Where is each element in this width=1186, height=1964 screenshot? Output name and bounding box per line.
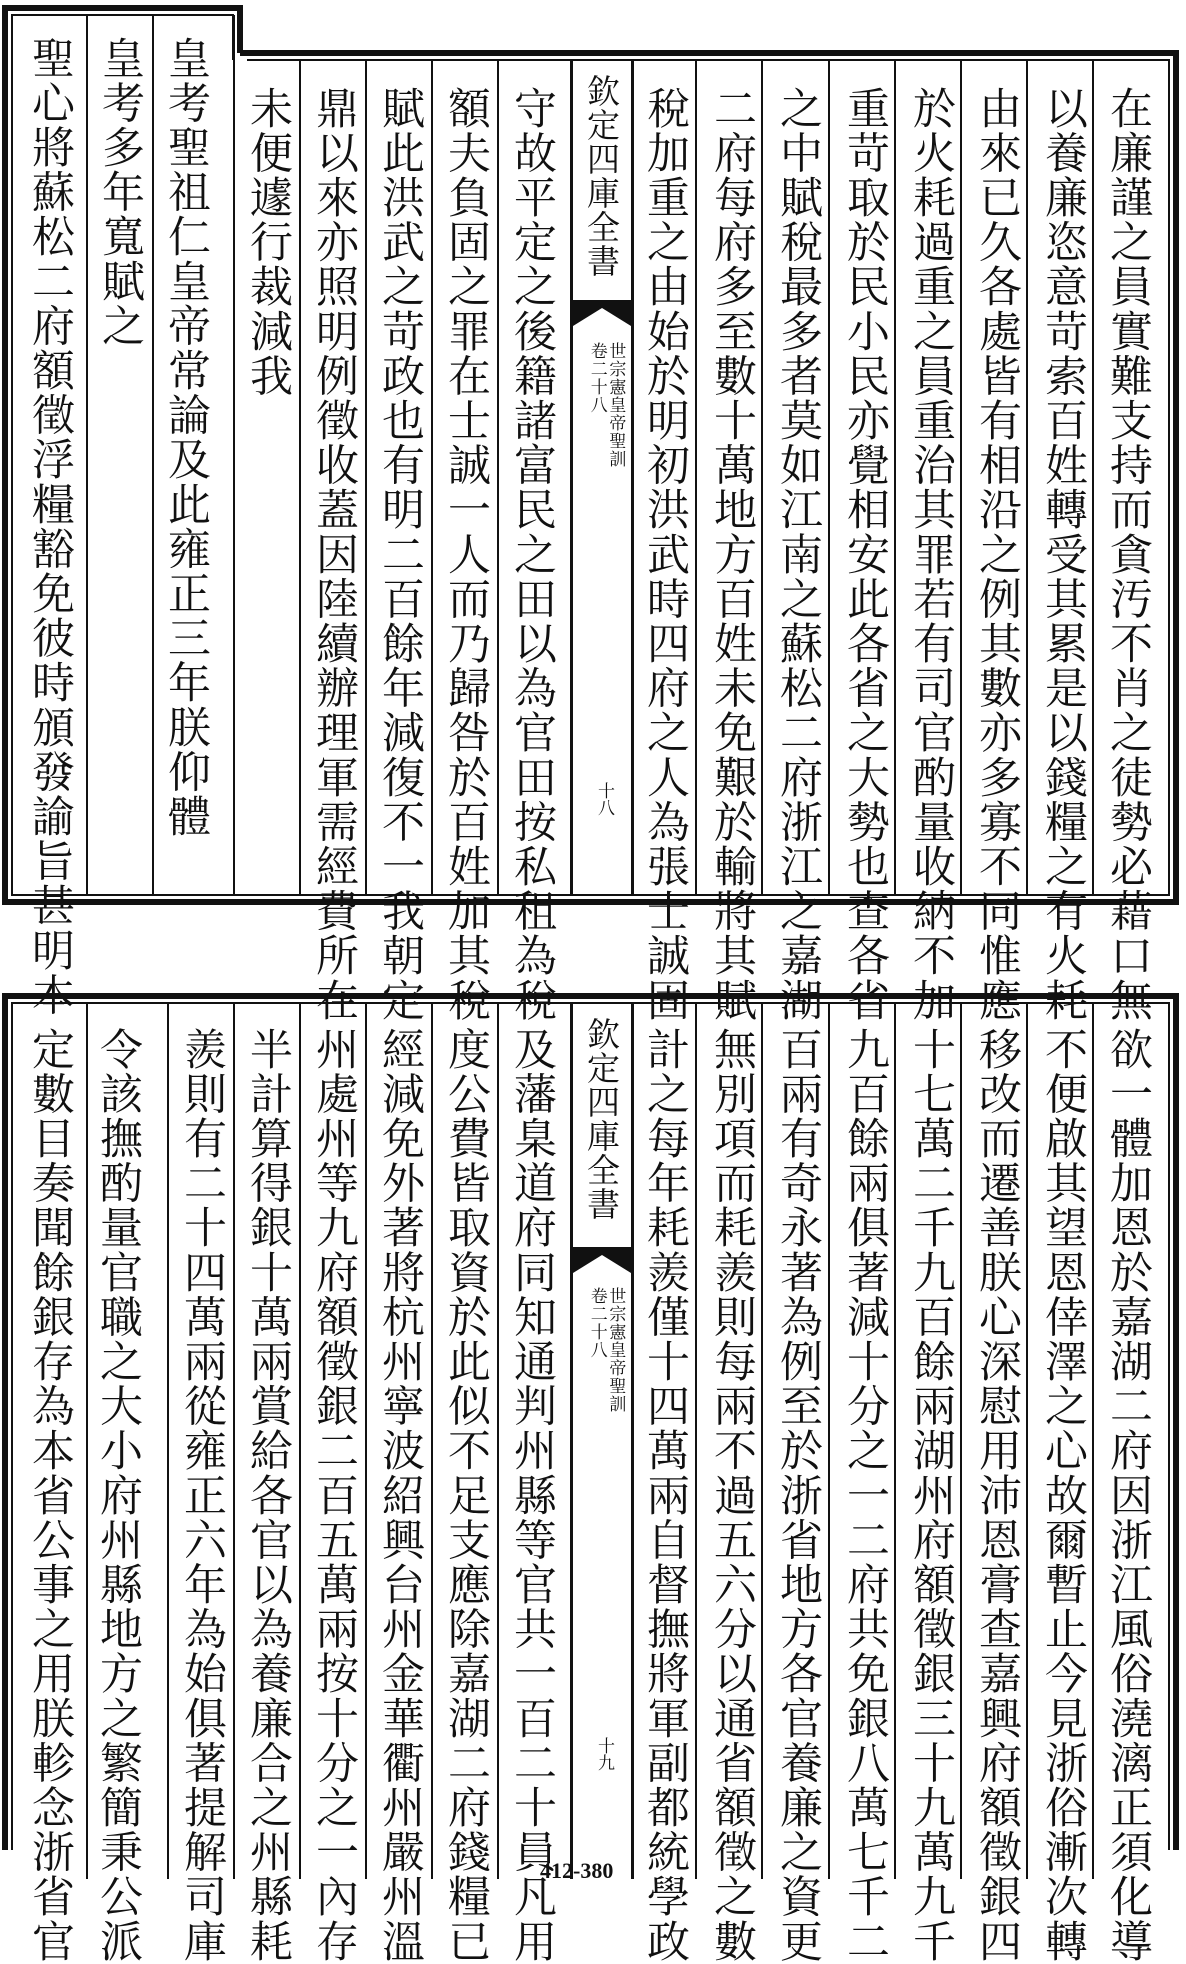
text-column-raised: 皇考聖祖仁皇帝常論及此雍正三年朕仰體	[161, 36, 211, 839]
text-column: 未便遽行裁減我	[243, 86, 293, 399]
text-column: 及藩臬道府同知通判州縣等官共一百二十員凡用	[507, 1027, 557, 1964]
text-column: 十七萬二千九百餘兩湖州府額徵銀三十九萬九千	[906, 1027, 956, 1964]
chapter-subtitle: 世宗憲皇帝聖訓 卷二十八	[586, 1287, 626, 1413]
text-column: 九百餘兩俱著減十分之一二府共免銀八萬七千二	[840, 1027, 890, 1964]
text-column: 令該撫酌量官職之大小府州縣地方之繁簡秉公派	[93, 1027, 143, 1964]
text-column: 稅加重之由始於明初洪武時四府之人為張士誠固	[640, 86, 690, 1023]
text-column-raised: 聖心將蘇松二府額徵浮糧豁免彼時頒發諭旨甚明本	[25, 36, 75, 1018]
text-column: 無別項而耗羨則每兩不過五六分以通省額徵之數	[707, 1027, 757, 1964]
text-column: 於火耗過重之員重治其罪若有司官酌量收納不加	[906, 86, 956, 1023]
top-center-spine	[570, 60, 634, 895]
text-column: 計之每年耗羨僅十四萬兩自督撫將軍副都統學政	[640, 1027, 690, 1964]
text-column: 羨則有二十四萬兩從雍正六年為始俱著提解司庫	[177, 1027, 227, 1964]
page-number: 十九	[594, 1737, 614, 1771]
text-column: 之中賦稅最多者莫如江南之蘇松二府浙江之嘉湖	[773, 86, 823, 1023]
text-column: 額夫負固之罪在士誠一人而乃歸咎於百姓加其稅	[441, 86, 491, 1023]
text-column: 度公費皆取資於此似不足支應除嘉湖二府錢糧已	[441, 1027, 491, 1964]
text-column: 不便啟其望恩倖澤之心故爾暫止今見浙俗漸次轉	[1038, 1027, 1088, 1964]
text-column: 賦此洪武之苛政也有明二百餘年減復不一我朝定	[375, 86, 425, 1023]
text-column: 二府每府多至數十萬地方百姓未免艱於輸將其賦	[707, 86, 757, 1023]
frame-number: 412-380	[540, 1858, 614, 1883]
text-column: 百兩有奇永著為例至於浙省地方各官養廉之資更	[773, 1027, 823, 1964]
fishtail-mark	[573, 300, 631, 326]
bottom-center-spine	[570, 1003, 634, 1879]
text-column: 移改而遷善朕心深慰用沛恩膏查嘉興府額徵銀四	[972, 1027, 1022, 1964]
text-column: 在廉謹之員實難支持而貪汚不肖之徒勢必藉口無	[1103, 86, 1153, 1023]
text-column-raised: 皇考多年寬賦之	[95, 36, 145, 349]
text-column: 半計算得銀十萬兩賞給各官以為養廉合之州縣耗	[243, 1027, 293, 1964]
chapter-subtitle: 世宗憲皇帝聖訓 卷二十八	[586, 342, 626, 468]
text-column: 州處州等九府額徵銀二百五萬兩按十分之一內存	[309, 1027, 359, 1964]
text-column: 重苛取於民小民亦覺相安此各省之大勢也查各省	[840, 86, 890, 1023]
text-column: 經減免外著將杭州寧波紹興台州金華衢州嚴州溫	[375, 1027, 425, 1964]
text-column: 欲一體加恩於嘉湖二府因浙江風俗澆漓正須化導	[1103, 1027, 1153, 1964]
fishtail-mark	[573, 1247, 631, 1273]
book-title: 欽定四庫全書	[582, 1017, 621, 1221]
page-number: 十八	[594, 782, 614, 816]
text-column: 鼎以來亦照明例徵收蓋因陸續辦理軍需經費所在	[309, 86, 359, 1023]
text-column: 守故平定之後籍諸富民之田以為官田按私租為稅	[507, 86, 557, 1023]
book-title: 欽定四庫全書	[582, 74, 621, 278]
text-column: 定數目奏聞餘銀存為本省公事之用朕軫念浙省官	[25, 1027, 75, 1964]
text-column: 以養廉恣意苛索百姓轉受其累是以錢糧之有火耗	[1038, 86, 1088, 1023]
text-column: 由來已久各處皆有相沿之例其數亦多寡不同惟應	[972, 86, 1022, 1023]
